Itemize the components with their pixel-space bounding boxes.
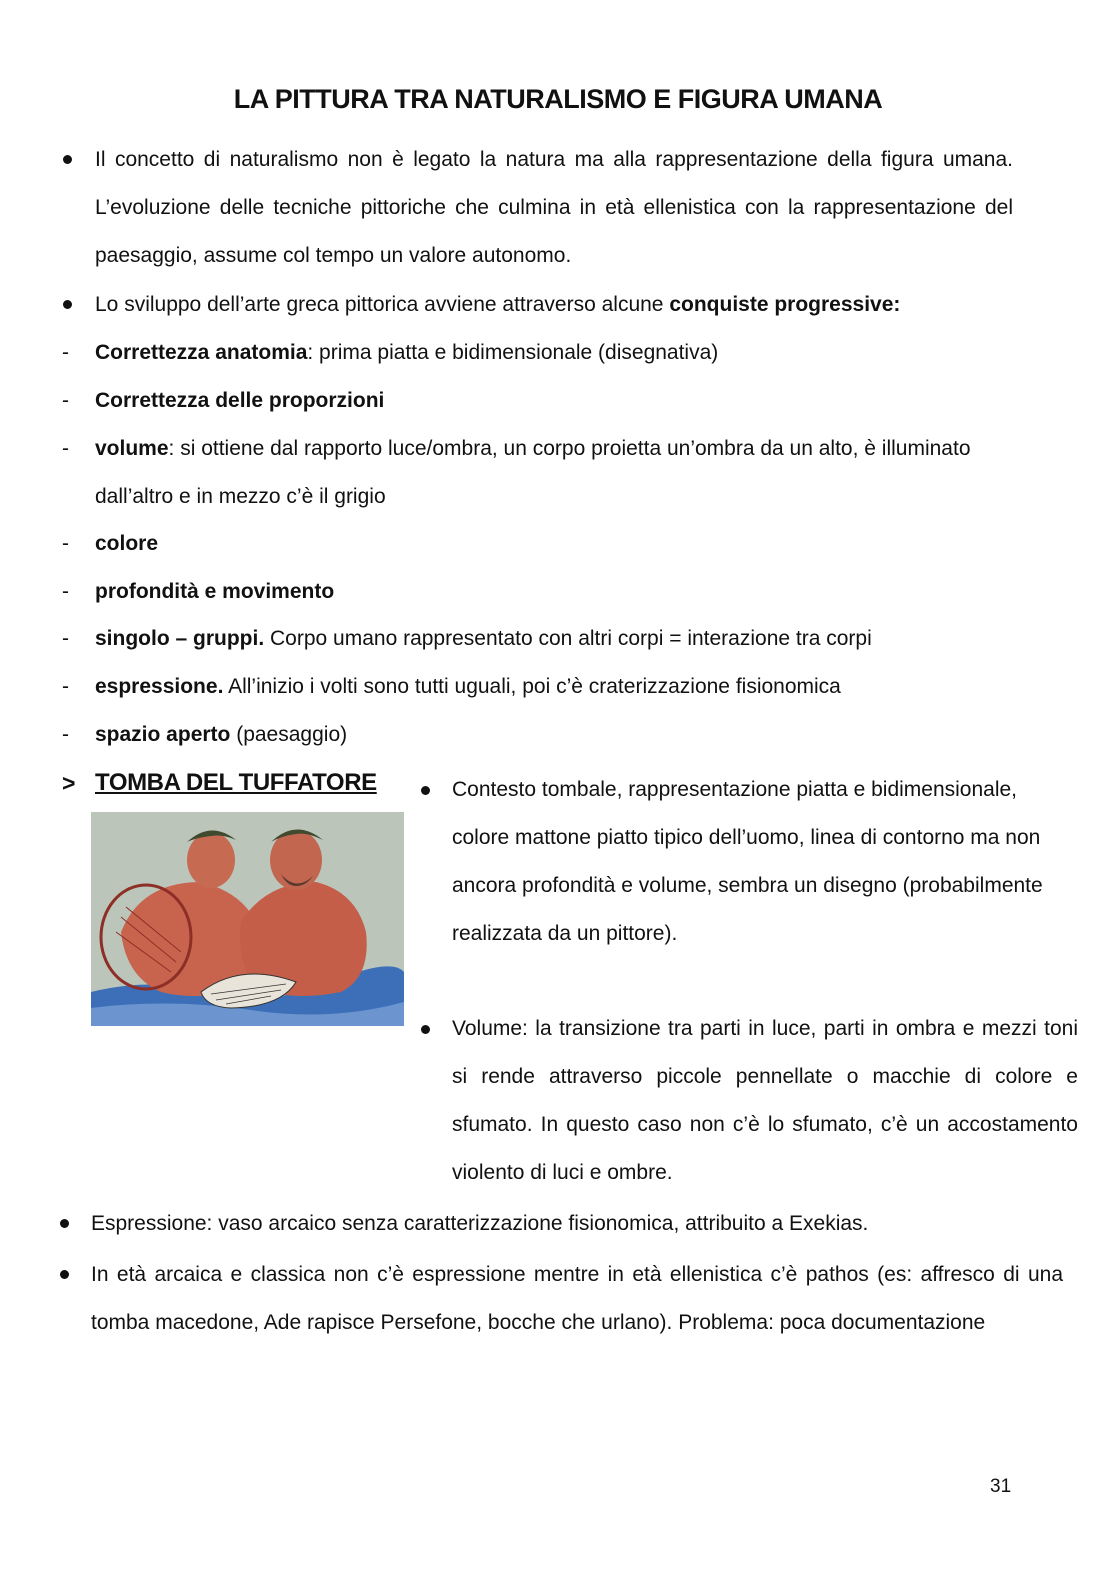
closing-bullet-2: In età arcaica e classica non c’è espressione mentre in età ellenistica c’è pathos (es: affresco di una tomba macedone, Ade rapisce Persefone, bocche che urlano). Problema: poca documentazione	[91, 1263, 1063, 1334]
dash-marker: -	[62, 723, 69, 746]
conquest-term: colore	[95, 532, 159, 555]
dash-marker: -	[62, 532, 69, 555]
section-marker: >	[62, 770, 76, 796]
conquest-term: Correttezza delle proporzioni	[95, 389, 385, 412]
page-number: 31	[990, 1476, 1012, 1497]
conquest-term: singolo – gruppi.	[95, 627, 265, 650]
dash-marker: -	[62, 437, 69, 460]
conquest-term: spazio aperto	[95, 723, 231, 746]
page-title: LA PITTURA TRA NATURALISMO E FIGURA UMANA	[233, 84, 883, 114]
fresco-image	[91, 812, 404, 1026]
conquest-term: Correttezza anatomia	[95, 341, 308, 364]
conquest-item	[95, 520, 1055, 568]
intro-bullet-2	[95, 281, 1055, 329]
conquest-item	[95, 329, 1055, 377]
conquest-desc: (paesaggio)	[230, 723, 348, 746]
conquest-term: profondità e movimento	[95, 580, 335, 603]
conquest-item	[95, 377, 1055, 425]
intro-bullet-2-text: Lo sviluppo dell’arte greca pittorica avviene attraverso alcune	[95, 293, 670, 316]
conquest-desc: : si ottiene dal rapporto luce/ombra, un corpo proietta un’ombra da un alto, è illuminato dall’altro e in mezzo c’è il grigio	[95, 437, 971, 508]
tomb-bullet-2: Volume: la transizione tra parti in luce, parti in ombra e mezzi toni si rende attraverso piccole pennellate o macchie di colore e sfumato. In questo caso non c’è lo sfumato, c’è un accostamento violento di luci e ombre.	[452, 1017, 1078, 1184]
conquest-item	[95, 425, 1025, 521]
section-heading: TOMBA DEL TUFFATORE	[95, 769, 377, 796]
conquest-desc: Corpo umano rappresentato con altri corpi = interazione tra corpi	[264, 627, 872, 650]
intro-bullet-1: Il concetto di naturalismo non è legato la natura ma alla rappresentazione della figura umana. L’evoluzione delle tecniche pittoriche che culmina in età ellenistica con la rappresentazione del paesaggio, assume col tempo un valore autonomo.	[95, 148, 1013, 267]
conquest-item	[95, 615, 1075, 663]
bullet-icon	[60, 1219, 69, 1228]
bullet-icon	[60, 1270, 69, 1279]
dash-marker: -	[62, 580, 69, 603]
conquest-desc: All’inizio i volti sono tutti uguali, poi c’è craterizzazione fisionomica	[223, 675, 841, 698]
dash-marker: -	[62, 341, 69, 364]
conquest-item	[95, 663, 1075, 711]
dash-marker: -	[62, 389, 69, 412]
closing-bullet-1: Espressione: vaso arcaico senza caratterizzazione fisionomica, attribuito a Exekias.	[91, 1212, 869, 1235]
bullet-icon	[63, 300, 72, 309]
conquest-item	[95, 711, 1055, 759]
bullet-icon	[63, 155, 72, 164]
intro-bullet-2-bold: conquiste progressive:	[669, 293, 901, 316]
conquest-item	[95, 568, 1055, 616]
dash-marker: -	[62, 627, 69, 650]
bullet-icon	[421, 786, 430, 795]
bullet-icon	[421, 1025, 430, 1034]
conquest-term: volume	[95, 437, 169, 460]
tomb-bullet-1: Contesto tombale, rappresentazione piatta e bidimensionale, colore mattone piatto tipico dell’uomo, linea di contorno ma non ancora profondità e volume, sembra un disegno (probabilmente realizzata da un pittore).	[452, 778, 1043, 945]
conquest-term: espressione.	[95, 675, 224, 698]
conquest-desc: : prima piatta e bidimensionale (disegnativa)	[307, 341, 719, 364]
dash-marker: -	[62, 675, 69, 698]
